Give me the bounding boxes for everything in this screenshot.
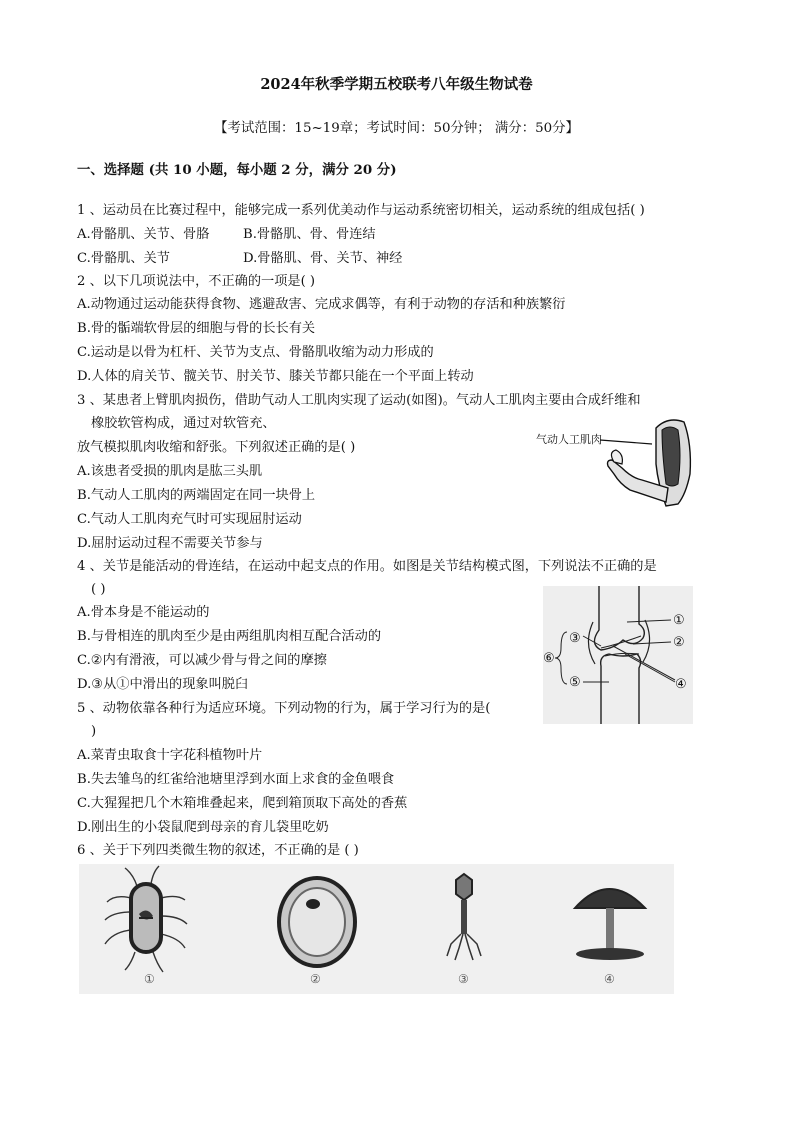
- microorganisms-figure: [79, 864, 674, 994]
- q3-stem-line1: 3 、某患者上臂肌肉损伤，借助气动人工肌肉实现了运动(如图)。气动人工肌肉主要由合成纤维和: [77, 393, 641, 408]
- micro-label-3: ③: [458, 972, 469, 986]
- q4-option-d: D.③从①中滑出的现象叫脱臼: [77, 677, 249, 692]
- joint-label-1: ①: [673, 613, 685, 628]
- micro-label-4: ④: [604, 972, 615, 986]
- q4-option-b: B.与骨相连的肌肉至少是由两组肌肉相互配合活动的: [77, 629, 382, 644]
- q1-option-c: C.骨骼肌、关节: [77, 251, 170, 266]
- joint-label-4: ④: [675, 677, 687, 692]
- mushroom-drawing: [575, 889, 645, 960]
- q5-stem-line1: 5 、动物依靠各种行为适应环境。下列动物的行为，属于学习行为的是(: [77, 701, 491, 716]
- micro-label-2: ②: [310, 972, 321, 986]
- joint-label-6: ⑥: [543, 651, 555, 666]
- q2-stem: 2 、以下几项说法中，不正确的一项是( ): [77, 274, 316, 289]
- section-heading: 一、选择题 (共 10 小题，每小题 2 分，满分 20 分): [77, 162, 397, 178]
- q1-option-a: A.骨骼肌、关节、骨胳: [77, 227, 210, 242]
- q5-option-c: C.大猩猩把几个木箱堆叠起来，爬到箱顶取下高处的香蕉: [77, 796, 408, 811]
- bacterium-drawing: [105, 866, 187, 972]
- exam-range-info: 【考试范围：15~19章；考试时间：50分钟； 满分：50分】: [214, 121, 579, 136]
- q3-stem-line2: 橡胶软管构成，通过对软管充、: [91, 416, 276, 431]
- q4-option-c: C.②内有滑液，可以减少骨与骨之间的摩擦: [77, 653, 327, 668]
- q3-option-d: D.屈肘运动过程不需要关节参与: [77, 536, 263, 551]
- virus-drawing: [447, 874, 481, 960]
- q2-option-d: D.人体的肩关节、髋关节、肘关节、膝关节都只能在一个平面上转动: [77, 369, 474, 384]
- q5-option-a: A.菜青虫取食十字花科植物叶片: [77, 748, 263, 763]
- q3-option-a: A.该患者受损的肌肉是肱三头肌: [77, 464, 263, 479]
- q5-option-b: B.失去雏鸟的红雀给池塘里浮到水面上求食的金鱼喂食: [77, 772, 395, 787]
- q1-stem: 1 、运动员在比赛过程中，能够完成一系列优美动作与运动系统密切相关，运动系统的组成包括( ): [77, 203, 645, 218]
- q2-option-a: A.动物通过运动能获得食物、逃避敌害、完成求偶等，有利于动物的存活和种族繁衍: [77, 297, 566, 312]
- exam-title: 2024年秋季学期五校联考八年级生物试卷: [260, 76, 533, 93]
- q1-option-d: D.骨骼肌、骨、关节、神经: [243, 251, 403, 266]
- q4-stem-line2: ( ): [91, 582, 106, 597]
- q3-stem-line3: 放气模拟肌肉收缩和舒张。下列叙述正确的是( ): [77, 440, 356, 455]
- arm-muscle-figure: [528, 414, 708, 524]
- micro-label-1: ①: [144, 972, 155, 986]
- q3-option-b: B.气动人工肌肉的两端固定在同一块骨上: [77, 488, 316, 503]
- q4-stem-line1: 4 、关节是能活动的骨连结，在运动中起支点的作用。如图是关节结构模式图，下列说法不正确的是: [77, 559, 657, 574]
- q4-option-a: A.骨本身是不能运动的: [77, 605, 210, 620]
- q2-option-b: B.骨的骺端软骨层的细胞与骨的长长有关: [77, 321, 316, 336]
- q3-option-c: C.气动人工肌肉充气时可实现屈肘运动: [77, 512, 302, 527]
- q6-stem: 6 、关于下列四类微生物的叙述，不正确的是 ( ): [77, 843, 359, 858]
- q5-option-d: D.刚出生的小袋鼠爬到母亲的育儿袋里吃奶: [77, 820, 329, 835]
- q5-stem-line2: ): [91, 724, 97, 739]
- q2-option-c: C.运动是以骨为杠杆、关节为支点、骨骼肌收缩为动力形成的: [77, 345, 434, 360]
- joint-label-5: ⑤: [569, 675, 581, 690]
- joint-structure-figure: [543, 586, 693, 724]
- artificial-muscle-label: 气动人工肌肉: [536, 433, 602, 446]
- yeast-drawing: [279, 878, 355, 966]
- joint-label-2: ②: [673, 635, 685, 650]
- joint-label-3: ③: [569, 631, 581, 646]
- q1-option-b: B.骨骼肌、骨、骨连结: [243, 227, 376, 242]
